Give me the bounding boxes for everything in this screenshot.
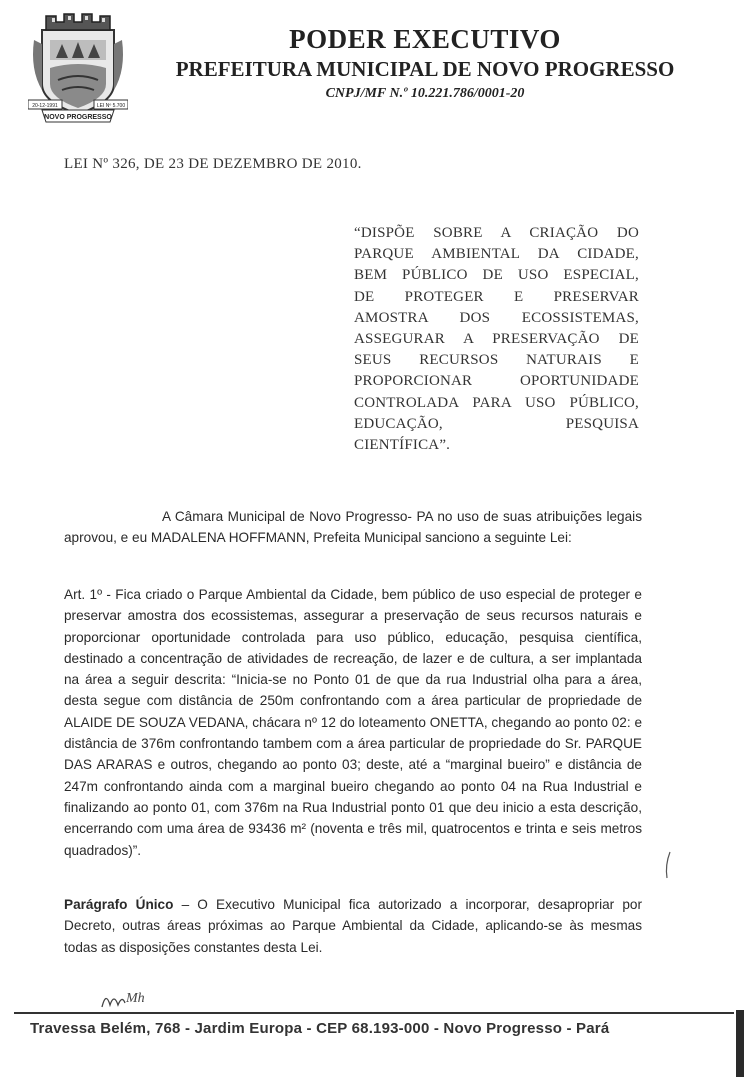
crest-date: 20-12-1991 bbox=[32, 103, 58, 109]
ementa-line: CONTROLADA PARA USO PÚBLICO, bbox=[354, 394, 639, 411]
law-title: LEI Nº 326, DE 23 DE DEZEMBRO DE 2010. bbox=[64, 156, 362, 172]
ementa-line: PARQUE AMBIENTAL DA CIDADE, bbox=[354, 246, 639, 263]
article-1: Art. 1º - Fica criado o Parque Ambiental da Cidade, bem público de uso especial de proteger e preservar amostra dos ecossistemas, assegurar a preservação de seus recursos naturais e proporcionar oportunidade controlada para uso público, educação, pesquisa científica, destinado a concentração de atividades de recreação, de lazer e de cultura, a ser implantada na área a seguir descrita: “Inicia-se no Ponto 01 de que da rua Industrial olha para a área, desta segue com distância de 250m confrontando com a área particular de propriedade de ALAIDE DE SOUZA VEDANA, chácara nº 12 do loteamento ONETTA, chegando ao ponto 02: e distância de 376m confrontando tambem com a área particular de propriedade do Sr. PARQUE DAS ARARAS e outros, chegando ao ponto 03; deste, até a “marginal bueiro” e distância de 247m confrontando ainda com a marginal bueiro chegando ao ponto 04 na Rua Industrial e finalizando ao ponto 01, com 376m na Rua Industrial ponto 01 que deu inicio a esta descrição, encerrando com uma área de 93436 m² (noventa e três mil, quatrocentos e trinta e seis metros quadrados)”. bbox=[64, 587, 642, 858]
header-subtitle: PREFEITURA MUNICIPAL DE NOVO PROGRESSO bbox=[175, 57, 675, 81]
mayor-name: MADALENA HOFFMANN bbox=[150, 530, 306, 546]
ementa-line: ASSEGURAR A PRESERVAÇÃO DE bbox=[354, 331, 639, 348]
municipal-crest-icon bbox=[28, 10, 128, 126]
preamble-text-before: A Câmara Municipal de Novo Progresso- PA no uso de suas atribuições legais aprovou, e eu bbox=[64, 509, 642, 546]
signature-initials: Mh bbox=[126, 991, 145, 1006]
ementa-line: EDUCAÇÃO, PESQUISA bbox=[354, 415, 639, 432]
ementa-line: SEUS RECURSOS NATURAIS E bbox=[354, 352, 639, 369]
law-ementa bbox=[354, 223, 639, 456]
margin-mark-icon bbox=[664, 850, 672, 880]
footer-rule bbox=[14, 1012, 734, 1014]
ementa-line: “DISPÕE SOBRE A CRIAÇÃO DO bbox=[354, 225, 639, 241]
ementa-line: DE PROTEGER E PRESERVAR bbox=[354, 288, 639, 305]
ementa-line: BEM PÚBLICO DE USO ESPECIAL, bbox=[354, 267, 639, 284]
paragrafo-unico bbox=[64, 894, 642, 958]
footer-address: Travessa Belém, 768 - Jardim Europa - CEP 68.193-000 - Novo Progresso - Pará bbox=[30, 1020, 610, 1037]
paragrafo-label: Parágrafo Único bbox=[64, 897, 174, 912]
preamble-paragraph bbox=[64, 506, 642, 549]
header-title: PODER EXECUTIVO bbox=[289, 24, 561, 54]
preamble-text-after: , Prefeita Municipal sanciono a seguinte Lei: bbox=[305, 530, 572, 546]
crest-ribbon: NOVO PROGRESSO bbox=[44, 114, 112, 121]
scan-edge bbox=[736, 1010, 744, 1077]
signature-initials-icon bbox=[98, 985, 148, 1015]
ementa-line: PROPORCIONAR OPORTUNIDADE bbox=[354, 373, 639, 390]
ementa-line: AMOSTRA DOS ECOSSISTEMAS, bbox=[354, 309, 639, 326]
header-cnpj: CNPJ/MF N.º 10.221.786/0001-20 bbox=[325, 86, 525, 101]
paragrafo-text: – O Executivo Municipal fica autorizado a incorporar, desapropriar por Decreto, outras áreas próximas ao Parque Ambiental da Cidade, aplicando-se às mesmas todas as disposições constantes desta Lei. bbox=[64, 897, 643, 955]
ementa-line: CIENTÍFICA”. bbox=[354, 437, 451, 454]
crest-law: LEI Nº 5.700 bbox=[96, 103, 126, 109]
